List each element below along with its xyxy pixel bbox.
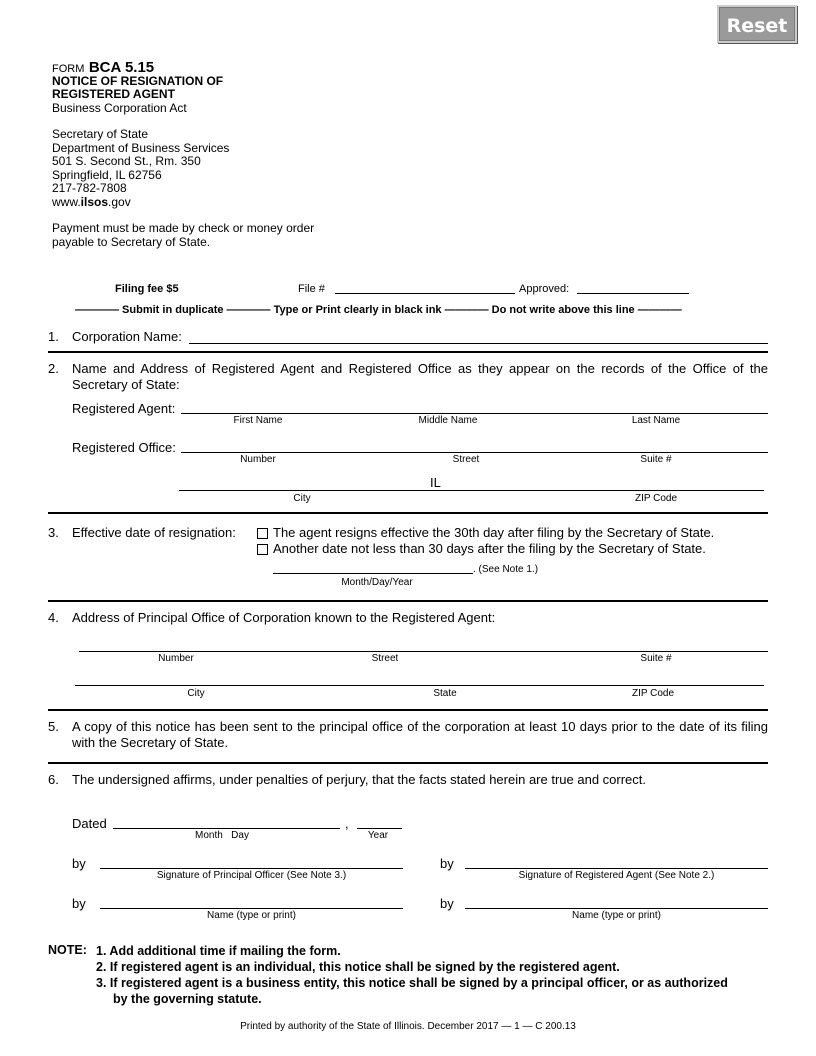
corporation-name-field[interactable] [189,343,768,344]
web-suffix: .gov [108,194,131,209]
agent-signature-field[interactable] [465,868,768,869]
principal-office-label: Address of Principal Office of Corporation known to the Registered Agent: [72,610,496,625]
section5-text: A copy of this notice has been sent to the principal office of the corporation at least 10 days prior to the date of its filing with the Secretary of State. [72,719,768,750]
section2-text: Name and Address of Registered Agent and Registered Office as they appear on the records of the Office of the Secretary of State: [72,361,768,392]
zip-caption: ZIP Code [631,688,675,699]
agent-signature-caption: Signature of Registered Agent (See Note 2.) [518,870,715,881]
note-3-continued: by the governing statute. [113,992,262,1006]
section2-number: 2. [48,361,59,376]
form-title-line1: NOTICE OF RESIGNATION OF [52,74,224,88]
option2-text: Another date not less than 30 days after the filing by the Secretary of State. [273,541,706,556]
city-caption: City [293,493,311,504]
registered-office-label: Registered Office: [72,440,176,455]
by-label: by [440,896,454,911]
option1-text: The agent resigns effective the 30th day after filing by the Secretary of State. [273,525,715,540]
officer-signature-field[interactable] [100,868,403,869]
street-caption: Street [371,653,399,664]
note-2: 2. If registered agent is an individual, this notice shall be signed by the registered agent. [96,960,620,974]
suite-caption: Suite # [640,653,672,664]
agent-name-caption: Name (type or print) [572,910,661,921]
approved-label: Approved: [519,283,570,295]
office-city-field[interactable] [179,490,764,491]
section-divider [48,709,768,711]
note-label: NOTE: [48,943,87,957]
section-divider [48,512,768,514]
date-caption: Month/Day/Year [341,577,413,588]
registered-agent-field[interactable] [181,413,768,414]
suite-caption: Suite # [640,454,672,465]
section-divider [48,762,768,764]
last-name-caption: Last Name [631,415,681,426]
state-value: IL [430,475,441,490]
reset-button[interactable]: Reset [717,5,797,43]
section1-number: 1. [48,329,59,344]
by-label: by [72,896,86,911]
number-caption: Number [240,454,276,465]
affirmation-text: The undersigned affirms, under penalties of perjury, that the facts stated herein are true and correct. [72,772,647,787]
year-caption: Year [367,830,389,841]
month-day-caption: Month Day [195,830,249,841]
street-caption: Street [452,454,480,465]
approved-line [577,293,689,294]
dated-month-day-field[interactable] [113,828,340,829]
zip-caption: ZIP Code [634,493,678,504]
section6-number: 6. [48,772,59,787]
payment-line1: Payment must be made by check or money order [52,221,315,235]
first-name-caption: First Name [233,415,283,426]
section-divider [48,600,768,602]
dated-label: Dated [72,816,107,831]
option2-checkbox[interactable] [257,544,268,555]
principal-city-field[interactable] [75,685,764,686]
date-comma: , [345,816,349,831]
registered-office-field[interactable] [181,452,768,453]
number-caption: Number [158,653,194,664]
note-3: 3. If registered agent is a business entity, this notice shall be signed by a principal officer, or as authorized [96,976,728,990]
city-caption: City [187,688,205,699]
see-note-1: . (See Note 1.) [473,564,539,575]
by-label: by [440,856,454,871]
filing-fee: Filing fee $5 [115,283,179,295]
payment-note [52,222,314,249]
officer-name-field[interactable] [100,908,403,909]
address-line: Springfield, IL 62756 [52,167,162,182]
section3-number: 3. [48,525,59,540]
state-caption: State [433,688,457,699]
act-name: Business Corporation Act [52,101,187,115]
web-domain: ilsos [80,194,109,209]
form-prefix: FORM [52,63,85,75]
corporation-name-label: Corporation Name: [72,329,182,344]
notes-list [96,943,728,1007]
by-label: by [72,856,86,871]
dated-year-field[interactable] [357,828,402,829]
phone-number: 217-782-7808 [52,181,127,195]
officer-signature-caption: Signature of Principal Officer (See Note 3.) [156,870,347,881]
payment-line2: payable to Secretary of State. [52,234,211,249]
middle-name-caption: Middle Name [418,415,478,426]
file-number-line [335,293,515,294]
section5-number: 5. [48,719,59,734]
section-divider [48,351,768,353]
section4-number: 4. [48,610,59,625]
file-number-label: File # [298,283,325,295]
effective-date-label: Effective date of resignation: [72,525,236,540]
footer-text: Printed by authority of the State of Illinois. December 2017 — 1 — C 200.13 [240,1021,576,1032]
website [52,196,229,210]
address-line: 501 S. Second St., Rm. 350 [52,154,201,168]
instruction-banner: ———— Submit in duplicate ———— Type or Print clearly in black ink ———— Do not write above this line ———— [75,304,682,316]
principal-street-field[interactable] [79,651,768,652]
effective-date-field[interactable] [273,573,473,574]
note-1: 1. Add additional time if mailing the form. [96,944,341,958]
address-line: Secretary of State [52,127,149,141]
office-address [52,128,229,209]
registered-agent-label: Registered Agent: [72,401,176,416]
address-line: Department of Business Services [52,140,230,155]
officer-name-caption: Name (type or print) [207,910,296,921]
form-title-line2: REGISTERED AGENT [52,87,175,101]
form-code: BCA 5.15 [88,59,155,76]
agent-name-field[interactable] [465,908,768,909]
option1-checkbox[interactable] [257,528,268,539]
web-prefix: www. [52,194,81,209]
